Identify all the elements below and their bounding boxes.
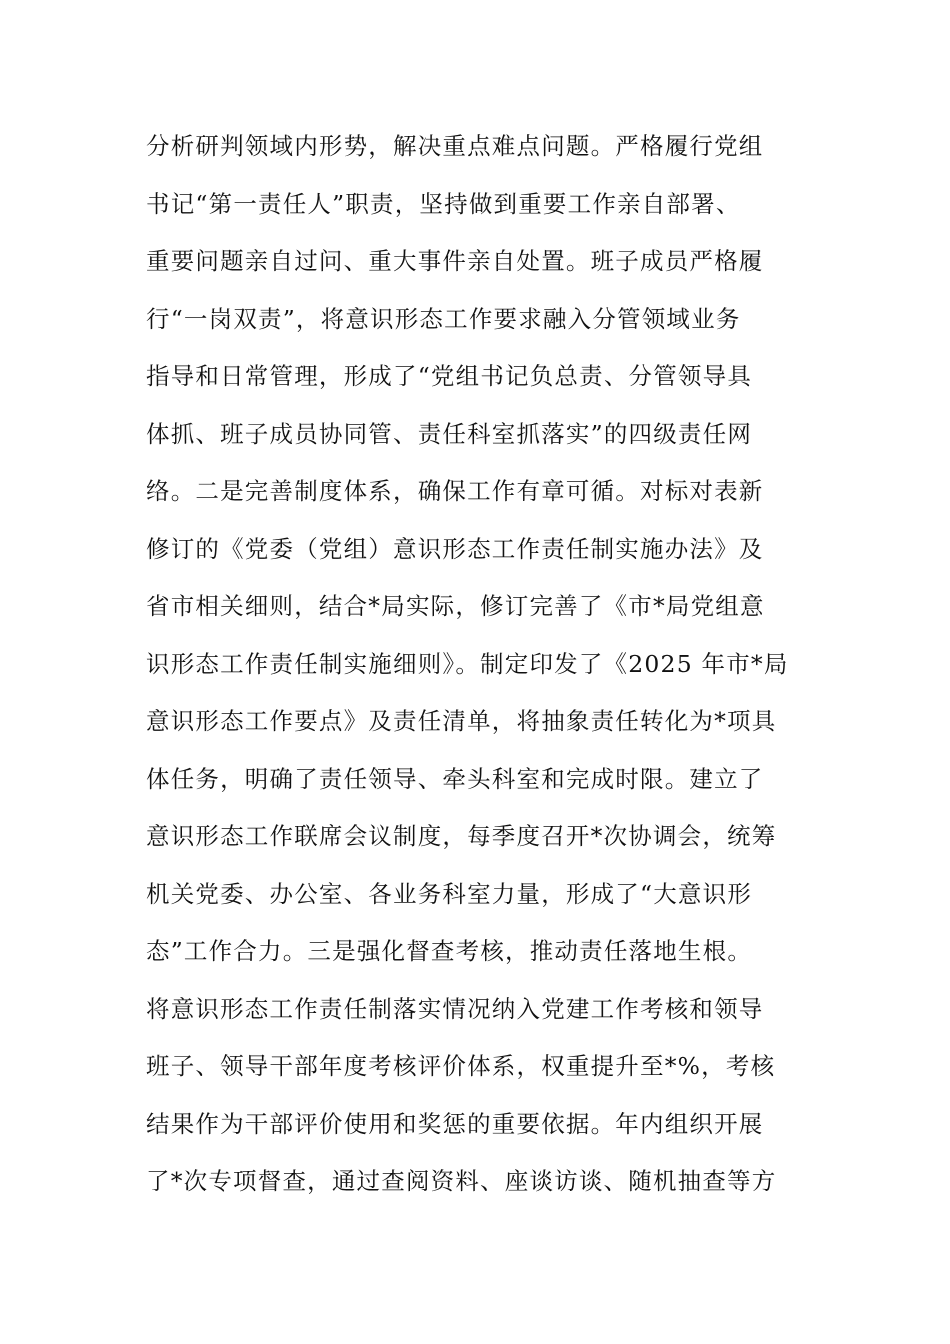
text-line-6: 体抓、班子成员协同管、责任科室抓落实”的四级责任网 [146,419,753,448]
text-line-10: 识形态工作责任制实施细则》。制定印发了《2025 年市*局 [146,649,789,678]
text-line-4: 行“一岗双责”，将意识形态工作要求融入分管领域业务 [146,304,741,333]
body-text [146,118,816,1211]
text-line-15: 态”工作合力。三是强化督查考核，推动责任落地生根。 [146,937,753,965]
text-line-7: 络。二是完善制度体系，确保工作有章可循。对标对表新 [146,477,764,505]
text-line-2: 书记“第一责任人”职责，坚持做到重要工作亲自部署、 [146,189,741,218]
text-line-12: 体任务，明确了责任领导、牵头科室和完成时限。建立了 [146,764,764,793]
text-line-5: 指导和日常管理，形成了“党组书记负总责、分管领导具 [146,362,753,390]
text-line-8: 修订的《党委（党组）意识形态工作责任制实施办法》及 [146,534,764,563]
text-line-14: 机关党委、办公室、各业务科室力量，形成了“大意识形 [146,879,753,908]
text-line-17: 班子、领导干部年度考核评价体系，权重提升至*%，考核 [146,1052,776,1080]
text-line-1: 分析研判领域内形势，解决重点难点问题。严格履行党组 [146,132,764,160]
text-line-18: 结果作为干部评价使用和奖惩的重要依据。年内组织开展 [146,1109,764,1138]
text-line-16: 将意识形态工作责任制落实情况纳入党建工作考核和领导 [146,994,764,1023]
text-line-3: 重要问题亲自过问、重大事件亲自处置。班子成员严格履 [146,247,764,275]
text-line-11: 意识形态工作要点》及责任清单，将抽象责任转化为*项具 [146,707,777,735]
text-line-13: 意识形态工作联席会议制度，每季度召开*次协调会，统筹 [146,822,777,850]
text-line-9: 省市相关细则，结合*局实际，修订完善了《市*局党组意 [146,592,765,620]
text-line-19: 了*次专项督查，通过查阅资料、座谈访谈、随机抽查等方 [146,1167,777,1195]
